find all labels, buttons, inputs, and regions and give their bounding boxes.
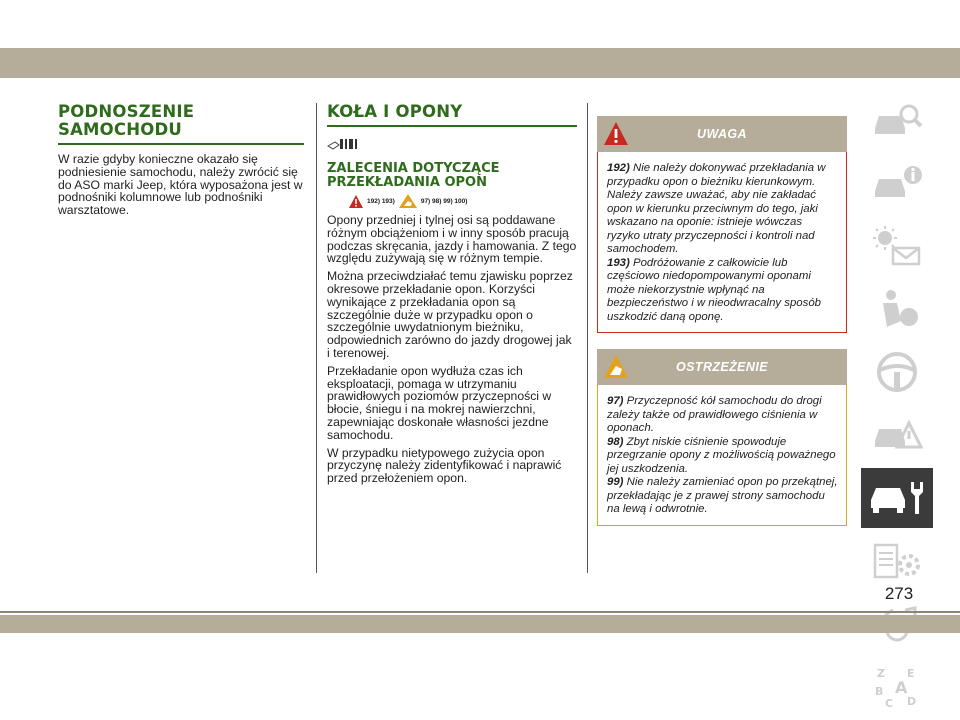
ostrzezenie-box bbox=[597, 349, 847, 526]
ostrzezenie-header bbox=[597, 349, 847, 385]
index-letter-a: A bbox=[895, 678, 908, 697]
subsection-title-rotation bbox=[327, 162, 577, 190]
footer-band bbox=[0, 615, 960, 633]
section-title-wheels: KOŁA I OPONY bbox=[327, 102, 463, 121]
car-info-icon bbox=[871, 163, 923, 203]
caution-hand-icon bbox=[399, 194, 417, 208]
item-text: Nie należy zamieniać opon po przekątnej, przekładając je z prawej strony samochodu na lewą i odwrotnie. bbox=[607, 476, 838, 515]
settings-list-icon bbox=[871, 539, 923, 583]
index-letter-z: Z bbox=[877, 667, 885, 680]
left-column bbox=[58, 103, 304, 222]
uwaga-item-192 bbox=[607, 162, 838, 257]
tab-car-info[interactable] bbox=[861, 153, 933, 213]
ostrzezenie-content bbox=[597, 385, 847, 526]
tab-safety[interactable] bbox=[861, 279, 933, 339]
lifting-paragraph: W razie gdyby konieczne okazało się podniesienie samochodu, należy zwrócić się do ASO marki Jeep, która wyposażona jest w podnośniki kolumnowe lub podnośniki warsztatowe. bbox=[58, 152, 303, 218]
alphabet-index-icon bbox=[871, 665, 923, 709]
certification-icon bbox=[327, 137, 361, 151]
title-rule bbox=[58, 143, 304, 145]
car-warning-icon bbox=[871, 415, 923, 455]
header-separator bbox=[0, 78, 960, 86]
car-wrench-icon bbox=[869, 478, 925, 518]
item-text: Nie należy dokonywać przekładania w przypadku opon o bieżniku kierunkowym. Należy zawsze uważać, aby nie zakładać opon w kierunku przeciwnym do tego, jaki wskazano na oponie: istnieje wówczas ryzyko utraty przyczepności i kontroli nad samochodem. bbox=[607, 162, 826, 255]
subtitle-line-1: ZALECENIA DOTYCZĄCE bbox=[327, 161, 500, 176]
tab-emergency[interactable] bbox=[861, 405, 933, 465]
index-letter-d: D bbox=[907, 695, 917, 708]
column-divider-2 bbox=[587, 103, 588, 573]
item-text: Podróżowanie z całkowicie lub częściowo niedopompowanymi oponami może niekorzystnie wpłynąć na bezpieczeństwo i w nieodwracalny sposób uszkodzić daną oponę. bbox=[607, 256, 822, 323]
title-line-1: PODNOSZENIE bbox=[58, 102, 195, 121]
item-number: 193) bbox=[607, 256, 630, 269]
danger-references: 192) 193) bbox=[367, 197, 395, 205]
tab-car-search[interactable] bbox=[861, 90, 933, 150]
danger-triangle-icon bbox=[349, 195, 363, 208]
title-line-2: SAMOCHODU bbox=[58, 120, 182, 139]
index-letter-b: B bbox=[875, 685, 884, 698]
box-spacer bbox=[597, 333, 847, 349]
item-number: 99) bbox=[607, 476, 624, 488]
reference-row bbox=[349, 194, 577, 208]
tab-servicing-care[interactable] bbox=[861, 468, 933, 528]
paragraph-4: W przypadku nietypowego zużycia opon przyczynę należy zidentyfikować i naprawić przed przełożeniem opon. bbox=[327, 445, 562, 486]
item-number: 98) bbox=[607, 435, 624, 448]
index-letter-c: C bbox=[885, 697, 894, 709]
lights-message-icon bbox=[871, 224, 923, 268]
tab-lights-messages[interactable] bbox=[861, 216, 933, 276]
airbag-seatbelt-icon bbox=[871, 287, 923, 331]
item-text: Zbyt niskie ciśnienie spowoduje przegrzanie opony z możliwością poważnego jej uszkodzenia. bbox=[607, 435, 836, 475]
top-margin bbox=[0, 0, 960, 48]
paragraph-2: Można przeciwdziałać temu zjawisku poprzez okresowe przekładanie opon. Korzyści wynikające z przekładania opon są szczególnie duże w przypadku opon o szczególnie uwydatnionym bieżniku, odpowiednich zarówno do jazdy drogowej jak i terenowej. bbox=[327, 269, 573, 360]
paragraph-3: Przekładanie opon wydłuża czas ich eksploatacji, pomaga w utrzymaniu prawidłowych poziomów przyczepności w błocie, śniegu i na mokrej nawierzchni, zapewniając doskonałe własności jezdne samochodu. bbox=[327, 363, 552, 442]
uwaga-title: UWAGA bbox=[697, 127, 747, 141]
caution-references: 97) 98) 99) 100) bbox=[420, 197, 468, 205]
tab-technical-specs[interactable] bbox=[861, 531, 933, 591]
tab-index[interactable] bbox=[861, 657, 933, 717]
item-text: Przyczepność kół samochodu do drogi zależy także od prawidłowego ciśnienia w oponach. bbox=[607, 395, 822, 434]
ostrzezenie-item-99 bbox=[607, 476, 838, 517]
car-search-icon bbox=[871, 100, 923, 140]
uwaga-box bbox=[597, 116, 847, 333]
footer-line bbox=[0, 611, 960, 613]
ostrzezenie-title: OSTRZEŻENIE bbox=[676, 360, 768, 374]
paragraph-1: Opony przedniej i tylnej osi są poddawane różnym obciążeniom i w inny sposób pracują podczas skręcania, jazdy i hamowania. Z tego względu zużywają się w różnym tempie. bbox=[327, 213, 577, 266]
header-band bbox=[0, 48, 960, 78]
section-title-lifting bbox=[58, 103, 304, 139]
title-rule bbox=[327, 125, 577, 127]
right-column bbox=[597, 116, 847, 526]
uwaga-header bbox=[597, 116, 847, 152]
index-letter-e: E bbox=[907, 667, 915, 680]
item-number: 97) bbox=[607, 395, 624, 407]
uwaga-content bbox=[597, 152, 847, 333]
uwaga-item-193 bbox=[607, 257, 838, 325]
ostrzezenie-item-98 bbox=[607, 436, 838, 477]
steering-wheel-icon bbox=[871, 350, 923, 394]
page-number: 273 bbox=[884, 584, 914, 603]
ostrzezenie-item-97 bbox=[607, 395, 838, 436]
middle-column bbox=[327, 103, 577, 490]
subtitle-line-2: PRZEKŁADANIA OPON bbox=[327, 175, 487, 190]
tab-starting-driving[interactable] bbox=[861, 342, 933, 402]
column-divider-1 bbox=[316, 103, 317, 573]
item-number: 192) bbox=[607, 162, 630, 174]
